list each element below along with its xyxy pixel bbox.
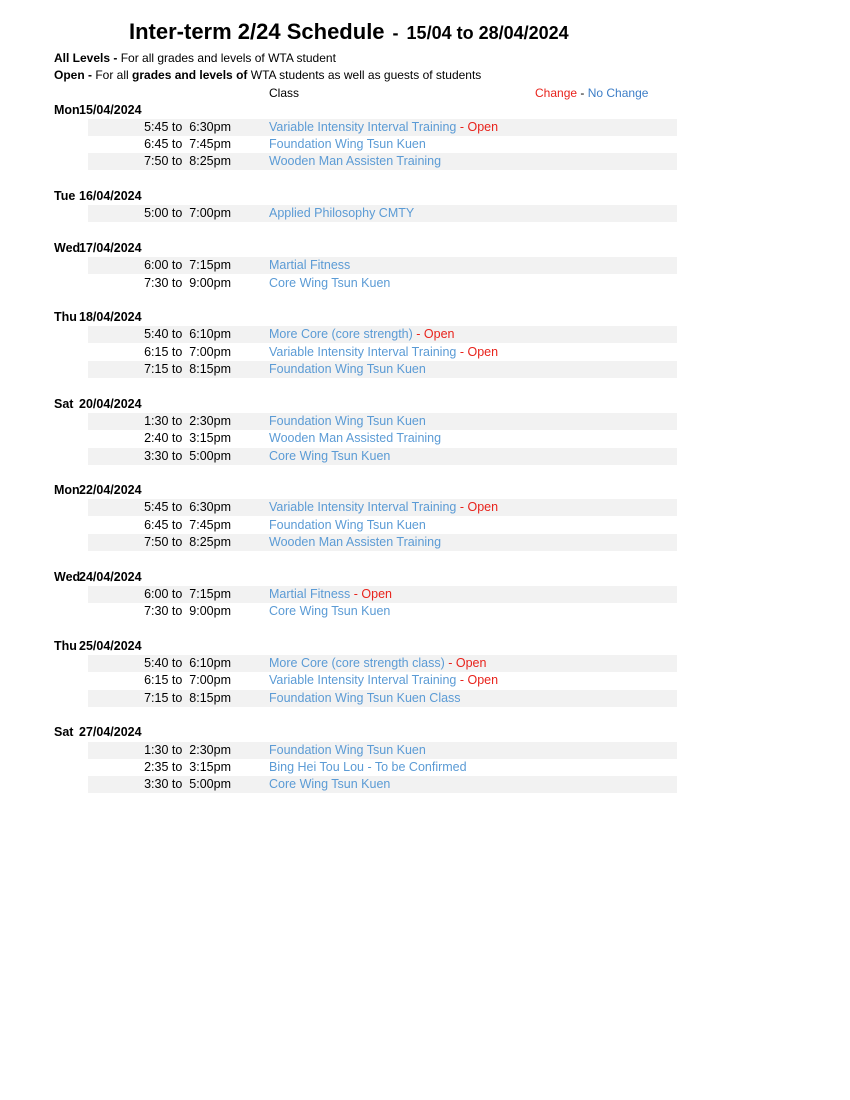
title-date-range: 15/04 to 28/04/2024 [406, 23, 569, 43]
class-name: Applied Philosophy CMTY [269, 206, 415, 221]
open-tag-separator: - [456, 500, 468, 515]
session-start: 2:40 [144, 431, 169, 446]
session-row [88, 153, 677, 170]
session-class [269, 586, 392, 603]
session-time [88, 603, 231, 620]
session-class [269, 430, 441, 447]
session-time-to: to [168, 327, 190, 342]
day-header [54, 396, 142, 413]
session-row [88, 361, 677, 378]
session-class [269, 361, 426, 378]
session-time [88, 344, 231, 361]
session-class [269, 119, 498, 136]
day-date: 22/04/2024 [79, 483, 142, 498]
session-start: 6:00 [144, 258, 169, 273]
session-start: 3:30 [144, 448, 169, 463]
class-name: More Core (core strength class) [269, 656, 445, 671]
session-time-to: to [168, 759, 190, 774]
class-name: Variable Intensity Interval Training [269, 500, 457, 515]
session-start: 7:50 [144, 154, 169, 169]
session-time-to: to [168, 777, 190, 792]
session-time-to: to [168, 119, 190, 134]
session-end: 2:30pm [189, 413, 231, 428]
session-start: 7:15 [144, 690, 169, 705]
session-row [88, 257, 677, 274]
session-time [88, 586, 231, 603]
session-end: 8:15pm [189, 362, 231, 376]
session-class [269, 413, 426, 430]
session-row [88, 344, 677, 361]
session-row [88, 742, 677, 759]
session-row [88, 517, 677, 534]
session-time [88, 742, 231, 759]
session-row [88, 586, 677, 603]
session-row [88, 205, 677, 222]
open-tag: Open [467, 500, 499, 515]
title-main: Inter-term 2/24 Schedule [129, 19, 385, 44]
open-tag: Open [467, 673, 499, 688]
session-class [269, 499, 498, 516]
class-name: Foundation Wing Tsun Kuen [269, 742, 426, 757]
session-time-to: to [168, 154, 190, 169]
session-time-to: to [168, 362, 190, 376]
session-class [269, 153, 441, 170]
day-name: Wed [54, 569, 81, 584]
session-time-to: to [168, 258, 190, 273]
day-header [54, 482, 142, 499]
class-name: Variable Intensity Interval Training [269, 119, 457, 134]
legend-all-levels-text: For all grades and levels of WTA student [117, 51, 336, 65]
session-time [88, 205, 231, 222]
class-name: Foundation Wing Tsun Kuen [269, 517, 426, 532]
session-time-to: to [168, 344, 190, 359]
class-name: Foundation Wing Tsun Kuen [269, 362, 426, 376]
session-end: 7:00pm [189, 673, 231, 688]
open-tag: Open [467, 119, 499, 134]
session-time-to: to [168, 586, 190, 601]
session-start: 5:45 [144, 119, 169, 134]
session-start: 5:40 [144, 656, 169, 671]
class-name: Foundation Wing Tsun Kuen Class [269, 690, 461, 705]
session-class [269, 672, 498, 689]
session-start: 5:00 [144, 206, 169, 221]
open-tag: Open [467, 344, 499, 359]
day-date: 25/04/2024 [79, 638, 142, 653]
session-time [88, 534, 231, 551]
session-time-to: to [168, 656, 190, 671]
session-time-to: to [168, 535, 190, 549]
no-change-key-label: No Change [587, 86, 649, 100]
session-time-to: to [168, 742, 190, 757]
session-row [88, 690, 677, 707]
session-time-to: to [168, 604, 190, 619]
open-tag: Open [423, 327, 455, 342]
session-class [269, 655, 486, 672]
session-class [269, 759, 467, 776]
session-end: 6:30pm [189, 500, 231, 515]
class-name: Core Wing Tsun Kuen [269, 604, 391, 619]
session-time [88, 413, 231, 430]
legend-open-text-bold: grades and levels of [132, 68, 248, 82]
open-tag-separator: - [412, 327, 424, 342]
day-header [54, 240, 142, 257]
session-class [269, 742, 426, 759]
class-name: Variable Intensity Interval Training [269, 673, 457, 688]
session-end: 6:10pm [189, 327, 231, 342]
day-header [54, 102, 142, 119]
day-date: 17/04/2024 [79, 240, 142, 255]
session-class [269, 448, 390, 465]
day-header [54, 309, 142, 326]
session-row [88, 499, 677, 516]
session-end: 8:15pm [189, 690, 231, 705]
session-class [269, 257, 350, 274]
session-class [269, 275, 390, 292]
session-time [88, 326, 231, 343]
session-row [88, 275, 677, 292]
session-end: 7:45pm [189, 137, 231, 152]
session-end: 7:00pm [189, 344, 231, 359]
session-start: 3:30 [144, 777, 169, 792]
session-end: 8:25pm [189, 535, 231, 549]
day-name: Sat [54, 396, 74, 411]
class-name: Bing Hei Tou Lou - To be Confirmed [269, 759, 467, 774]
session-row [88, 776, 677, 793]
session-class [269, 205, 414, 222]
day-date: 16/04/2024 [79, 189, 142, 203]
session-end: 7:15pm [189, 586, 231, 601]
open-tag: Open [361, 586, 392, 601]
class-name: Foundation Wing Tsun Kuen [269, 413, 426, 428]
session-time [88, 672, 231, 689]
legend-all-levels-term: All Levels - [54, 51, 118, 65]
session-time-to: to [168, 275, 190, 290]
session-end: 9:00pm [189, 275, 231, 290]
day-date: 15/04/2024 [79, 102, 142, 117]
day-name: Wed [54, 240, 81, 255]
session-time-to: to [168, 206, 190, 221]
day-date: 18/04/2024 [79, 310, 142, 325]
session-end: 9:00pm [189, 604, 231, 619]
open-tag: Open [455, 656, 487, 671]
day-header [54, 569, 142, 586]
open-tag-separator: - [456, 344, 468, 359]
session-end: 7:00pm [189, 206, 231, 221]
session-row [88, 136, 677, 153]
session-start: 7:50 [144, 535, 169, 549]
session-start: 2:35 [144, 759, 169, 774]
session-row [88, 603, 677, 620]
session-class [269, 136, 426, 153]
session-time [88, 517, 231, 534]
session-row [88, 759, 677, 776]
open-tag-separator: - [456, 119, 468, 134]
session-start: 5:40 [144, 327, 169, 342]
change-key-separator: - [577, 86, 588, 100]
session-row [88, 326, 677, 343]
session-end: 3:15pm [189, 759, 231, 774]
session-start: 6:45 [144, 517, 169, 532]
class-name: Wooden Man Assisten Training [269, 154, 442, 169]
open-tag-separator: - [444, 656, 456, 671]
session-end: 7:45pm [189, 517, 231, 532]
session-end: 5:00pm [189, 448, 231, 463]
session-time [88, 257, 231, 274]
class-name: Wooden Man Assisten Training [269, 535, 442, 549]
session-time [88, 690, 231, 707]
session-time [88, 361, 231, 378]
day-name: Thu [54, 310, 77, 325]
session-time [88, 759, 231, 776]
day-header [54, 724, 142, 741]
session-row [88, 655, 677, 672]
session-class [269, 603, 390, 620]
session-time-to: to [168, 413, 190, 428]
day-name: Mon [54, 102, 80, 117]
day-name: Tue [54, 189, 76, 203]
class-name: Core Wing Tsun Kuen [269, 275, 391, 290]
session-time [88, 153, 231, 170]
session-start: 1:30 [144, 413, 169, 428]
session-start: 6:00 [144, 586, 169, 601]
class-name: Martial Fitness [269, 586, 351, 601]
session-start: 6:15 [144, 344, 169, 359]
session-time-to: to [168, 673, 190, 688]
session-start: 1:30 [144, 742, 169, 757]
session-start: 6:45 [144, 137, 169, 152]
day-date: 20/04/2024 [79, 396, 142, 411]
open-tag-separator: - [350, 586, 362, 601]
session-end: 8:25pm [189, 154, 231, 169]
class-name: Variable Intensity Interval Training [269, 344, 457, 359]
day-name: Mon [54, 483, 80, 498]
session-time [88, 776, 231, 793]
session-class [269, 517, 426, 534]
class-name: More Core (core strength) [269, 327, 413, 342]
day-date: 27/04/2024 [79, 725, 142, 740]
session-start: 7:15 [144, 362, 169, 376]
class-name: Foundation Wing Tsun Kuen [269, 137, 426, 152]
session-row [88, 448, 677, 465]
day-name: Sat [54, 725, 74, 740]
session-time-to: to [168, 690, 190, 705]
session-start: 7:30 [144, 604, 169, 619]
day-header [54, 638, 142, 655]
session-end: 5:00pm [189, 777, 231, 792]
session-time-to: to [168, 431, 190, 446]
session-end: 6:30pm [189, 119, 231, 134]
session-end: 3:15pm [189, 431, 231, 446]
session-time-to: to [168, 517, 190, 532]
session-time-to: to [168, 500, 190, 515]
session-row [88, 672, 677, 689]
session-start: 7:30 [144, 275, 169, 290]
title-separator: - [392, 23, 399, 43]
session-class [269, 690, 461, 707]
session-end: 7:15pm [189, 258, 231, 273]
session-row [88, 534, 677, 551]
session-time [88, 119, 231, 136]
session-row [88, 430, 677, 447]
column-header-class: Class [269, 86, 300, 100]
open-tag-separator: - [456, 673, 468, 688]
class-name: Martial Fitness [269, 258, 351, 273]
session-time [88, 655, 231, 672]
session-time [88, 448, 231, 465]
session-time [88, 430, 231, 447]
session-class [269, 534, 441, 551]
session-row [88, 413, 677, 430]
session-class [269, 326, 455, 343]
session-time-to: to [168, 137, 190, 152]
session-end: 2:30pm [189, 742, 231, 757]
day-header [54, 188, 142, 205]
session-class [269, 344, 498, 361]
legend-open-text-1: For all [92, 68, 133, 82]
session-time [88, 275, 231, 292]
session-time [88, 499, 231, 516]
session-start: 5:45 [144, 500, 169, 515]
session-time-to: to [168, 448, 190, 463]
session-start: 6:15 [144, 673, 169, 688]
class-name: Core Wing Tsun Kuen [269, 777, 391, 792]
legend-open-text-2: WTA students as well as guests of students [247, 68, 482, 82]
session-end: 6:10pm [189, 656, 231, 671]
legend-open-term: Open - [54, 68, 92, 82]
session-time [88, 136, 231, 153]
change-key-label: Change [535, 86, 578, 100]
day-name: Thu [54, 638, 77, 653]
session-row [88, 119, 677, 136]
class-name: Core Wing Tsun Kuen [269, 448, 391, 463]
session-class [269, 776, 390, 793]
day-date: 24/04/2024 [79, 569, 142, 584]
class-name: Wooden Man Assisted Training [269, 431, 442, 446]
